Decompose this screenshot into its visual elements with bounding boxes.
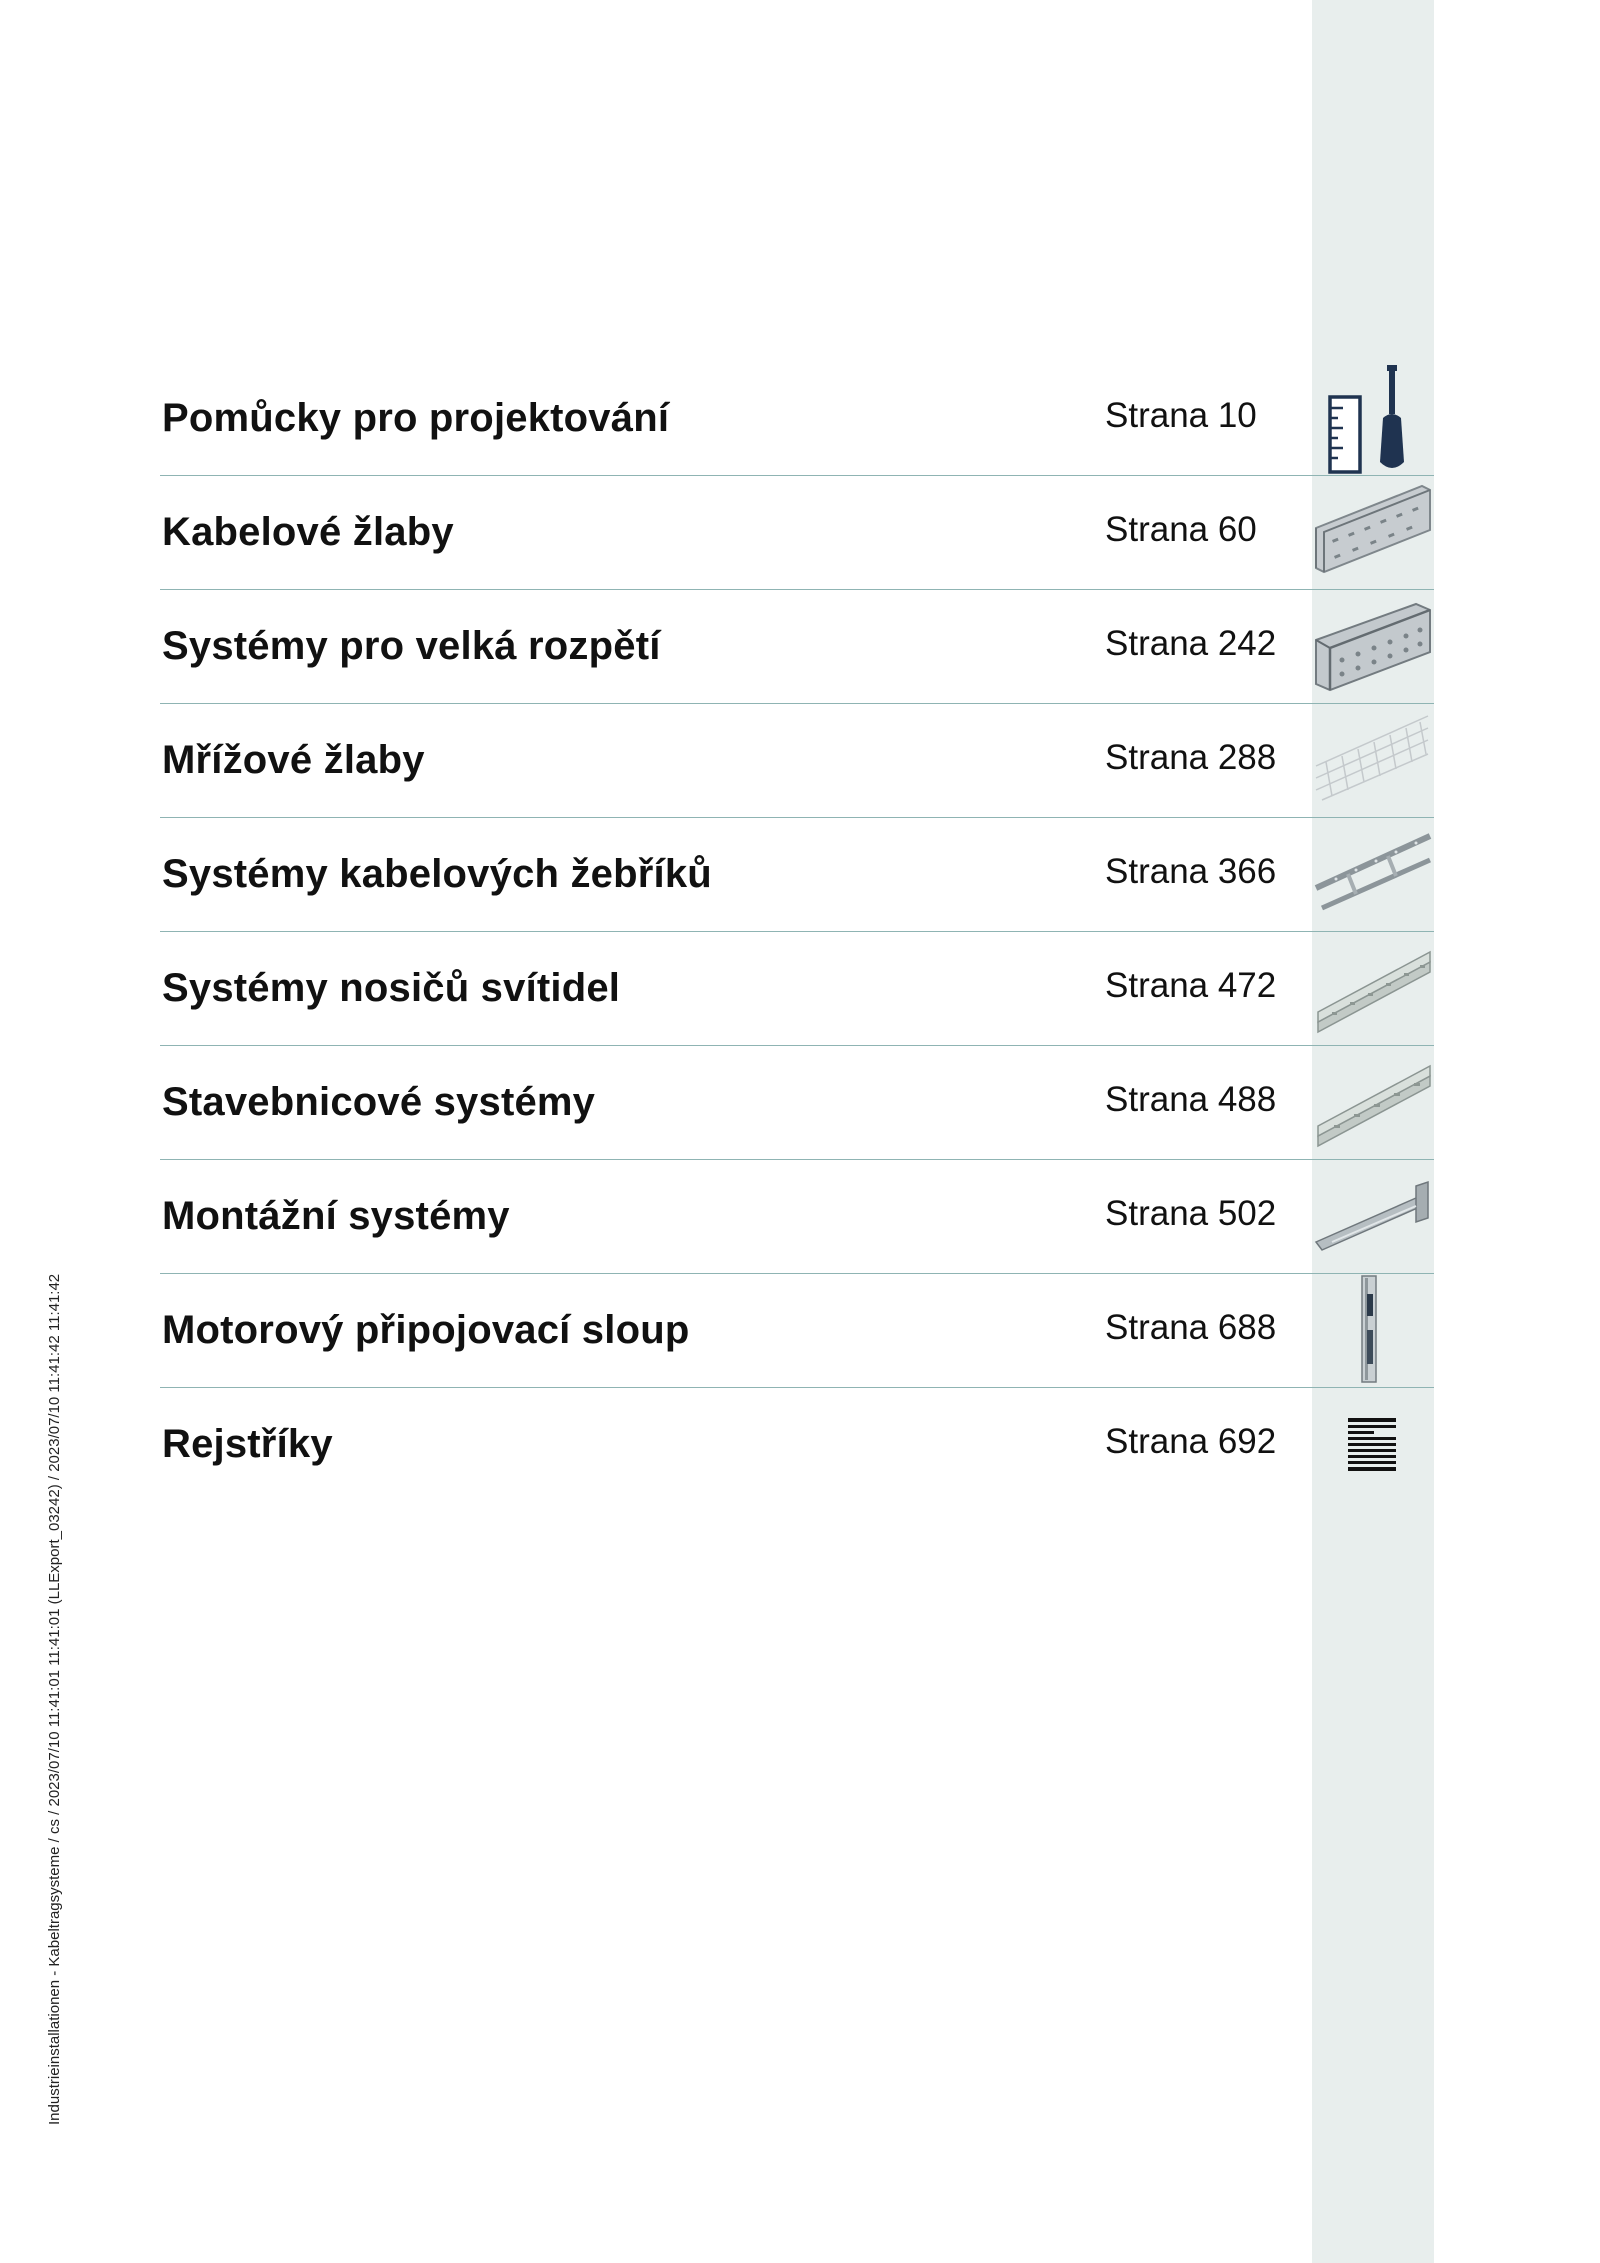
table-of-contents: [160, 362, 1434, 1501]
wide-span-tray-icon: [1312, 590, 1434, 703]
toc-page[interactable]: Strana 366: [1105, 852, 1277, 891]
toc-row-indexes[interactable]: [160, 1388, 1434, 1501]
toc-row-luminaire-carriers[interactable]: [160, 932, 1434, 1046]
toc-row-mounting-systems[interactable]: [160, 1160, 1434, 1274]
ruler-screwdriver-icon: [1312, 362, 1434, 475]
toc-row-connection-post[interactable]: [160, 1274, 1434, 1388]
toc-title[interactable]: Systémy pro velká rozpětí: [162, 624, 661, 668]
toc-page[interactable]: Strana 10: [1105, 396, 1257, 435]
toc-title[interactable]: Rejstříky: [162, 1422, 333, 1466]
toc-row-cable-ladders[interactable]: [160, 818, 1434, 932]
toc-title[interactable]: Motorový připojovací sloup: [162, 1308, 690, 1352]
toc-title[interactable]: Pomůcky pro projektování: [162, 396, 670, 440]
toc-page[interactable]: Strana 502: [1105, 1194, 1277, 1233]
toc-title[interactable]: Stavebnicové systémy: [162, 1080, 596, 1124]
toc-page[interactable]: Strana 688: [1105, 1308, 1277, 1347]
toc-row-modular-systems[interactable]: [160, 1046, 1434, 1160]
index-list-icon: [1312, 1388, 1434, 1501]
luminaire-carrier-icon: [1312, 932, 1434, 1045]
toc-title[interactable]: Kabelové žlaby: [162, 510, 454, 554]
toc-page[interactable]: Strana 472: [1105, 966, 1277, 1005]
toc-page[interactable]: Strana 60: [1105, 510, 1257, 549]
toc-title[interactable]: Systémy kabelových žebříků: [162, 852, 712, 896]
toc-page[interactable]: Strana 288: [1105, 738, 1277, 777]
modular-rail-icon: [1312, 1046, 1434, 1159]
toc-row-wide-span-systems[interactable]: [160, 590, 1434, 704]
toc-title[interactable]: Mřížové žlaby: [162, 738, 425, 782]
perforated-cable-tray-icon: [1312, 476, 1434, 589]
wall-bracket-icon: [1312, 1160, 1434, 1273]
toc-page[interactable]: Strana 692: [1105, 1422, 1277, 1461]
connection-post-icon: [1312, 1274, 1434, 1387]
document-metadata-vertical: Industrieinstallationen - Kabeltragsysteme / cs / 2023/07/10 11:41:01 11:41:01 (LLExport_03242) / 2023/07/10 11:41:42 11:41:42: [46, 1273, 63, 2125]
toc-row-cable-trays[interactable]: [160, 476, 1434, 590]
toc-title[interactable]: Montážní systémy: [162, 1194, 510, 1238]
cable-ladder-icon: [1312, 818, 1434, 931]
toc-row-planning-aids[interactable]: [160, 362, 1434, 476]
toc-page[interactable]: Strana 488: [1105, 1080, 1277, 1119]
toc-title[interactable]: Systémy nosičů svítidel: [162, 966, 621, 1010]
toc-page[interactable]: Strana 242: [1105, 624, 1277, 663]
toc-row-wire-mesh-trays[interactable]: [160, 704, 1434, 818]
wire-mesh-tray-icon: [1312, 704, 1434, 817]
